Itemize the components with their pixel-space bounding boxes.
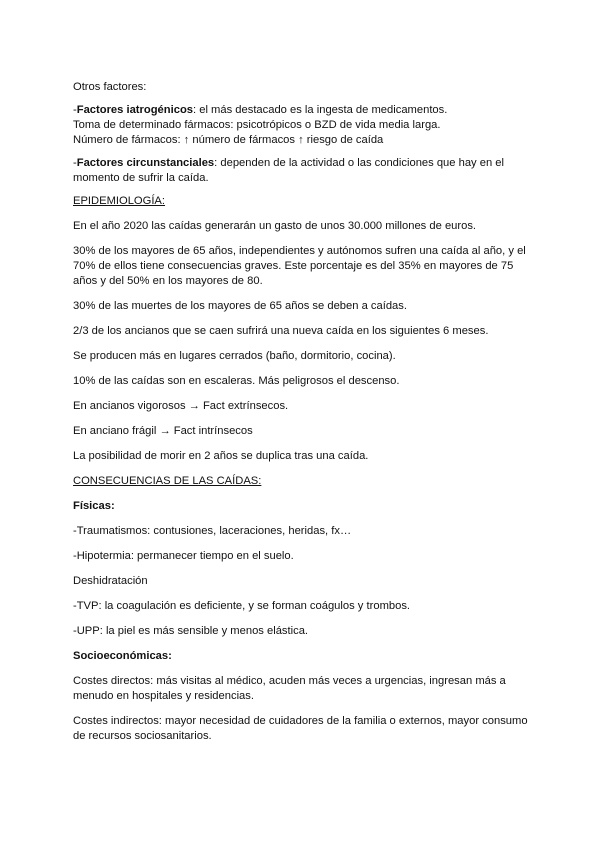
epidemiology-paragraph: 30% de los mayores de 65 años, independientes y autónomos sufren una caída al año, y el 70% de ellos tiene consecuencias graves. Este porcentaje es del 35% en mayores de 75 años y del 50% en los mayores de 80. — [73, 245, 526, 287]
epidemiology-paragraph: 30% de las muertes de los mayores de 65 años se deben a caídas. — [73, 300, 407, 312]
socio-item: Costes directos: más visitas al médico, acuden más veces a urgencias, ingresan más a menudo en hospitales y residencias. — [73, 675, 506, 702]
document-page — [73, 80, 533, 744]
epidemiology-paragraph: 10% de las caídas son en escaleras. Más peligrosos el descenso. — [73, 375, 400, 387]
physical-item: -TVP: la coagulación es deficiente, y se forman coágulos y trombos. — [73, 600, 411, 612]
epidemiology-paragraph: En el año 2020 las caídas generarán un gasto de unos 30.000 millones de euros. — [73, 220, 477, 232]
iatrogenic-line-3: Número de fármacos: ↑ número de fármacos ↑ riesgo de caída — [73, 134, 384, 146]
circumstantial-factors — [73, 156, 533, 186]
physical-item: -Hipotermia: permanecer tiempo en el suelo. — [73, 550, 294, 562]
iatrogenic-lead: - — [73, 104, 77, 116]
circumstantial-lead: - — [73, 157, 77, 169]
intro-title: Otros factores: — [73, 81, 147, 93]
socio-item: Costes indirectos: mayor necesidad de cuidadores de la familia o externos, mayor consumo de recursos sociosanitarios. — [73, 715, 528, 742]
epidemiology-paragraph: Se producen más en lugares cerrados (baño, dormitorio, cocina). — [73, 350, 396, 362]
iatrogenic-line-2: Toma de determinado fármacos: psicotrópicos o BZD de vida media larga. — [73, 119, 441, 131]
socio-heading — [73, 649, 533, 664]
physical-heading — [73, 499, 533, 514]
circumstantial-bold: Factores circunstanciales — [76, 157, 215, 169]
epidemiology-paragraph: En ancianos vigorosos → Fact extrínsecos. — [73, 400, 289, 412]
epidemiology-paragraph: 2/3 de los ancianos que se caen sufrirá una nueva caída en los siguientes 6 meses. — [73, 325, 489, 337]
iatrogenic-bold: Factores iatrogénicos — [76, 104, 193, 116]
physical-heading-text: Físicas: — [73, 500, 115, 512]
consequences-heading: CONSECUENCIAS DE LAS CAÍDAS: — [73, 475, 262, 487]
socio-heading-text: Socioeconómicas: — [73, 650, 172, 662]
epidemiology-heading: EPIDEMIOLOGÍA: — [73, 195, 166, 207]
epidemiology-paragraph: En anciano frágil → Fact intrínsecos — [73, 425, 253, 437]
epidemiology-paragraph: La posibilidad de morir en 2 años se duplica tras una caída. — [73, 450, 369, 462]
iatrogenic-rest: : el más destacado es la ingesta de medicamentos. — [193, 104, 448, 116]
physical-item: -Traumatismos: contusiones, laceraciones, heridas, fx… — [73, 525, 352, 537]
physical-item: -UPP: la piel es más sensible y menos elástica. — [73, 625, 309, 637]
circumstantial-rest: : dependen de la actividad o las condiciones que hay en el momento de sufrir la caída. — [73, 157, 505, 184]
physical-item: Deshidratación — [73, 575, 148, 587]
iatrogenic-factors — [73, 103, 533, 118]
